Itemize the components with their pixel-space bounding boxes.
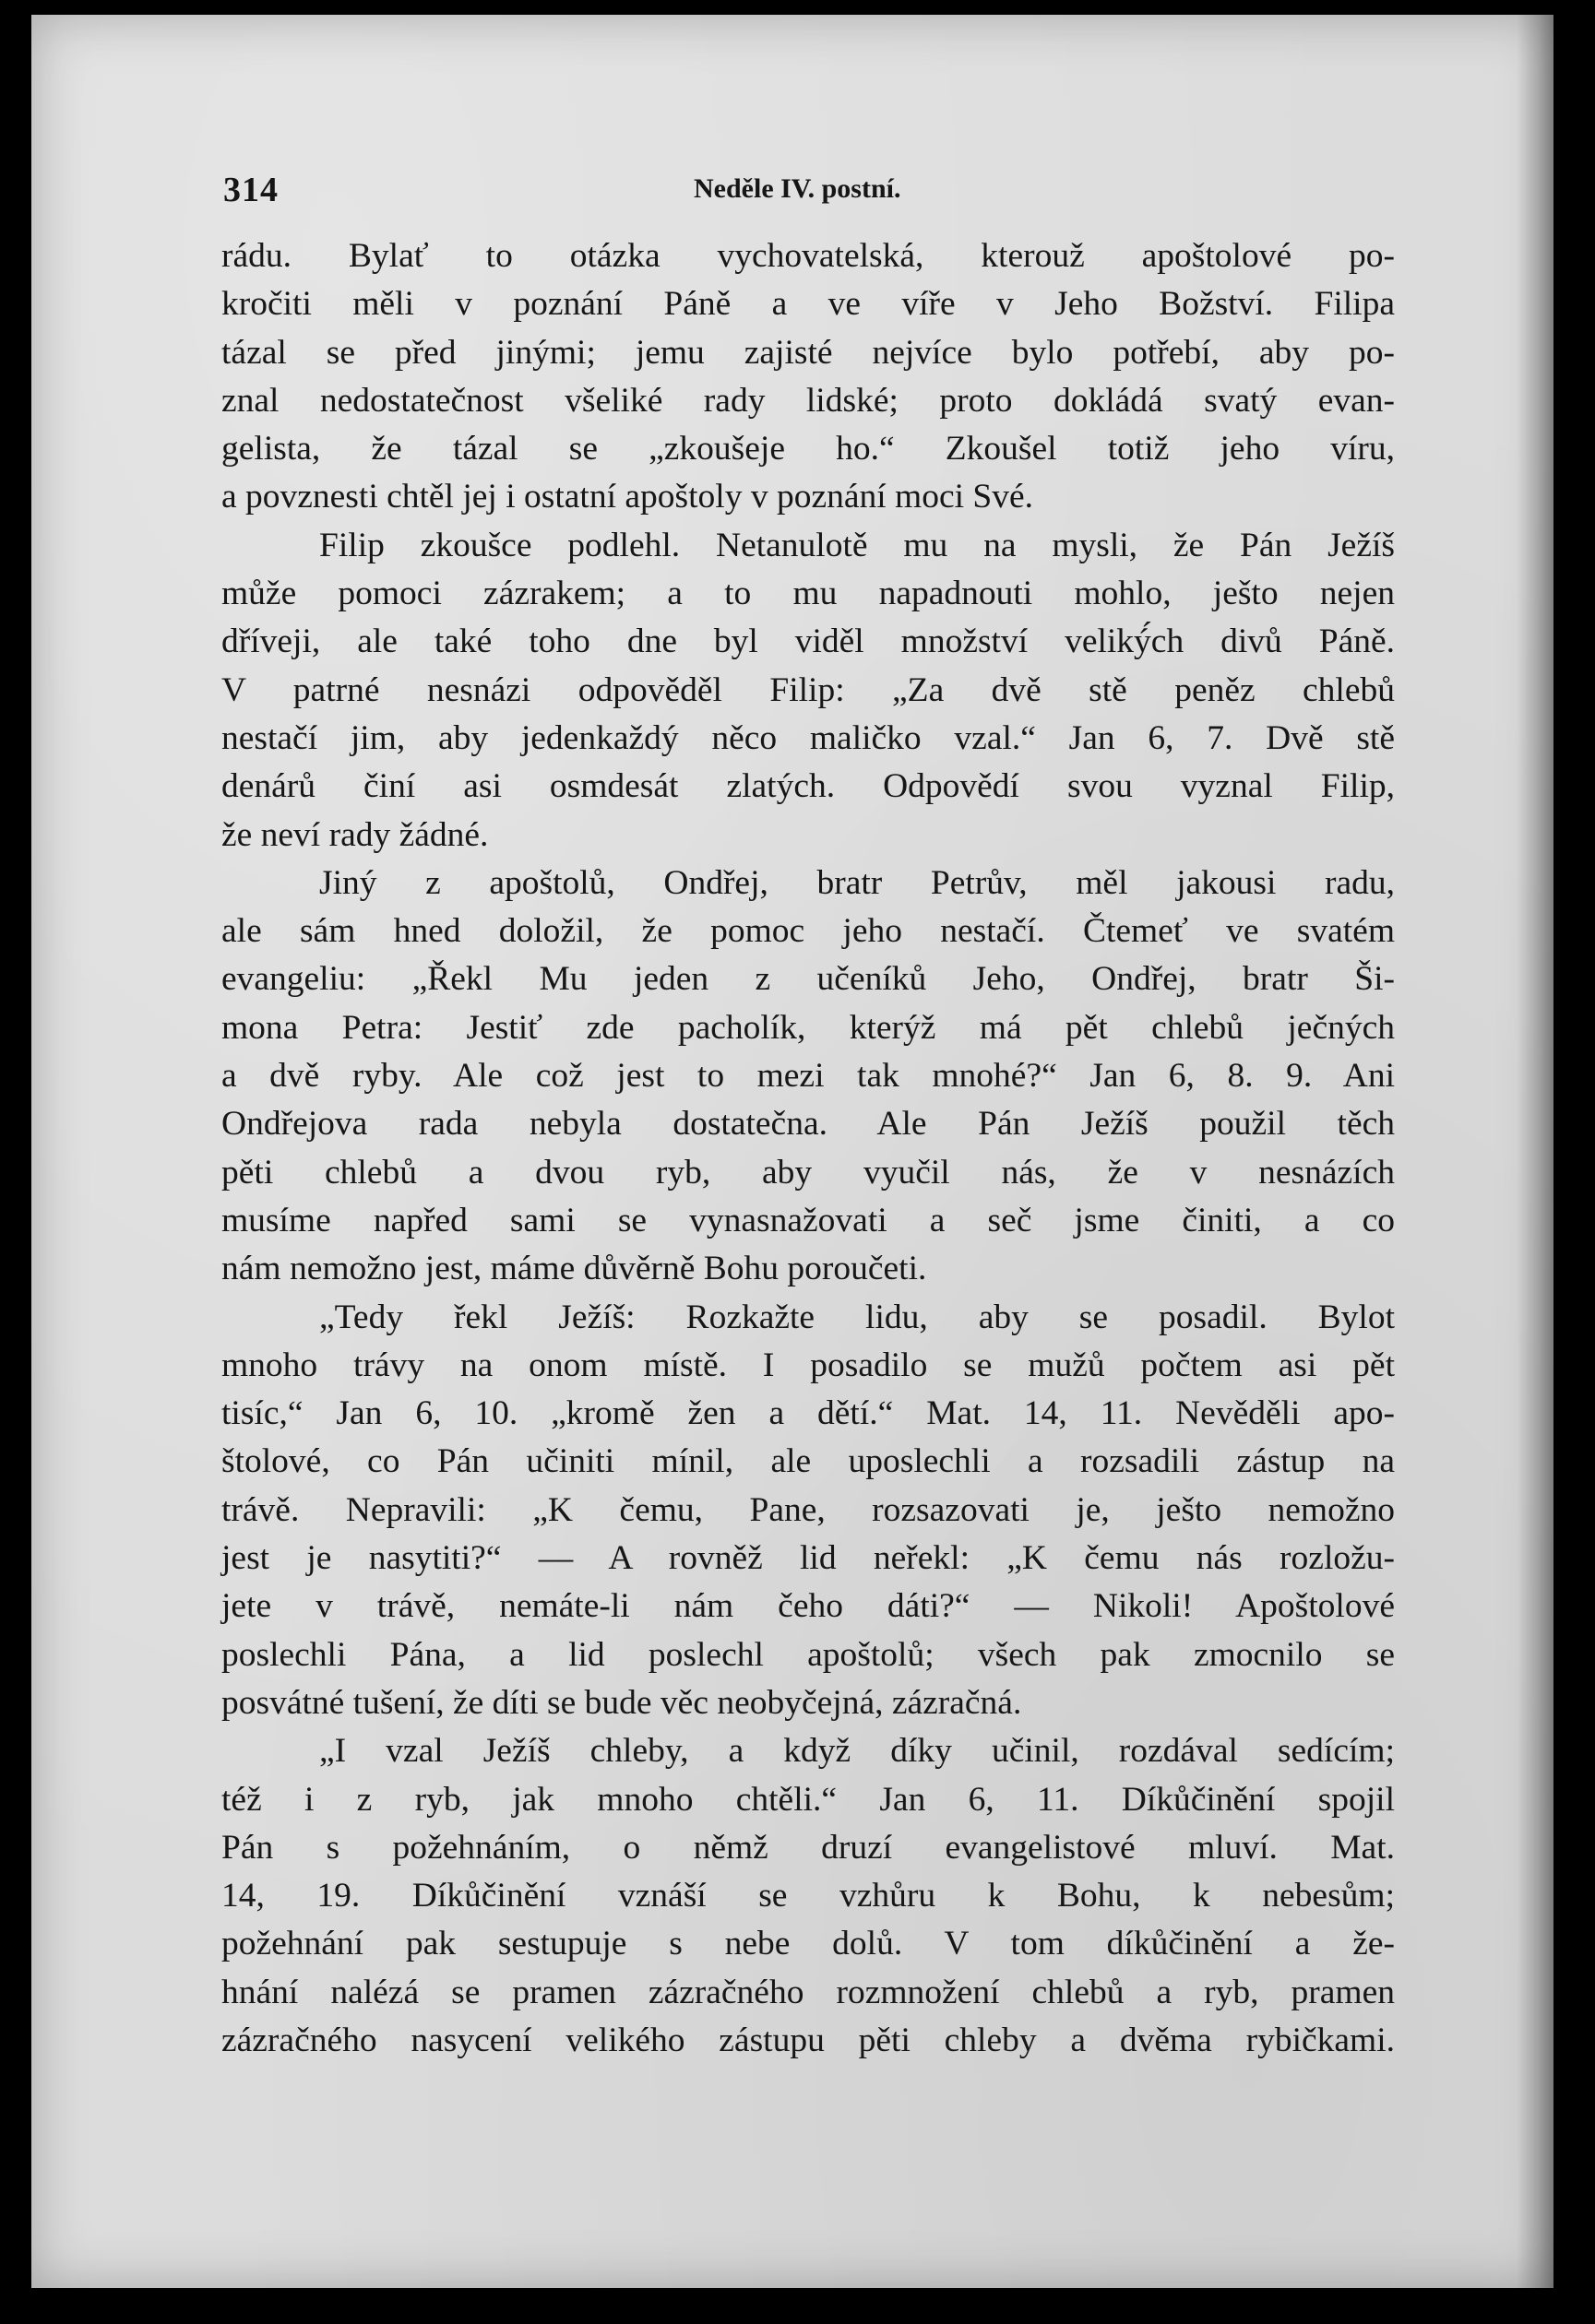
text-line: štolové, co Pán učiniti mínil, ale uposlechli a rozsadili zástup na (221, 1442, 1395, 1481)
text-line: posvátné tušení, že díti se bude věc neobyčejná, zázračná. (221, 1683, 1022, 1722)
text-line: gelista, že tázal se „zkoušeje ho.“ Zkoušel totiž jeho víru, (221, 430, 1395, 468)
text-line: Ondřejova rada nebyla dostatečna. Ale Pán Ježíš použil těch (221, 1105, 1395, 1144)
text-line: hnání nalézá se pramen zázračného rozmnožení chlebů a ryb, pramen (221, 1973, 1395, 2011)
page-number: 314 (223, 171, 279, 209)
text-line: znal nedostatečnost všeliké rady lidské; proto dokládá svatý evan- (221, 381, 1395, 420)
text-line: evangeliu: „Řekl Mu jeden z učeníků Jeho, Ondřej, bratr Ši- (221, 960, 1395, 999)
text-line: nám nemožno jest, máme důvěrně Bohu poroučeti. (221, 1250, 927, 1288)
text-line: musíme napřed sami se vynasnažovati a seč jsme činiti, a co (221, 1201, 1395, 1239)
text-line: poslechli Pána, a lid poslechl apoštolů; všech pak zmocnilo se (221, 1635, 1395, 1674)
body-text (221, 232, 1395, 2065)
text-line: Jiný z apoštolů, Ondřej, bratr Petrův, měl jakousi radu, (319, 863, 1395, 902)
text-line: 14, 19. Díkůčinění vznáší se vzhůru k Bohu, k nebesům; (221, 1877, 1395, 1915)
text-line: a povznesti chtěl jej i ostatní apoštoly v poznání moci Své. (221, 478, 1034, 516)
text-line: a dvě ryby. Ale což jest to mezi tak mnohé?“ Jan 6, 8. 9. Ani (221, 1057, 1395, 1096)
text-line: trávě. Nepravili: „K čemu, Pane, rozsazovati je, ješto nemožno (221, 1490, 1395, 1529)
text-line: požehnání pak sestupuje s nebe dolů. V tom díkůčinění a že- (221, 1925, 1395, 1963)
text-line: tisíc,“ Jan 6, 10. „kromě žen a dětí.“ Mat. 14, 11. Nevěděli apo- (221, 1394, 1395, 1433)
text-line: mona Petra: Jestiť zde pacholík, kterýž má pět chlebů ječných (221, 1008, 1395, 1047)
text-line: též i z ryb, jak mnoho chtěli.“ Jan 6, 11. Díkůčinění spojil (221, 1780, 1395, 1819)
text-line: „I vzal Ježíš chleby, a když díky učinil, rozdával sedícím; (319, 1732, 1395, 1771)
text-line: pěti chlebů a dvou ryb, aby vyučil nás, že v nesnázích (221, 1153, 1395, 1192)
text-line: že neví rady žádné. (221, 815, 489, 854)
text-line: jete v trávě, nemáte-li nám čeho dáti?“ — Nikoli! Apoštolové (221, 1587, 1395, 1626)
text-line: denárů činí asi osmdesát zlatých. Odpovědí svou vyznal Filip, (221, 767, 1395, 806)
text-line: Pán s požehnáním, o němž druzí evangelistové mluví. Mat. (221, 1828, 1395, 1867)
text-line: jest je nasytiti?“ — A rovněž lid neřekl: „K čemu nás rozložu- (221, 1539, 1395, 1578)
text-line: dříveji, ale také toho dne byl viděl množství veliký́ch divů Páně. (221, 622, 1395, 661)
text-line: rádu. Bylať to otázka vychovatelská, kterouž apoštolové po- (221, 237, 1395, 275)
text-line: může pomoci zázrakem; a to mu napadnouti mohlo, ješto nejen (221, 575, 1395, 613)
text-line: ale sám hned doložil, že pomoc jeho nestačí. Čtemeť ve svatém (221, 912, 1395, 951)
text-line: nestačí jim, aby jedenkaždý něco maličko vzal.“ Jan 6, 7. Dvě stě (221, 718, 1395, 757)
running-head: Neděle IV. postní. (694, 173, 901, 204)
text-line: „Tedy řekl Ježíš: Rozkažte lidu, aby se posadil. Bylot (319, 1298, 1395, 1336)
text-line: tázal se před jinými; jemu zajisté nejvíce bylo potřebí, aby po- (221, 333, 1395, 372)
text-line: kročiti měli v poznání Páně a ve víře v Jeho Božství. Filipa (221, 285, 1395, 324)
page-header (223, 170, 1432, 216)
text-line: mnoho trávy na onom místě. I posadilo se mužů počtem asi pět (221, 1346, 1395, 1384)
text-line: Filip zkoušce podlehl. Netanulotě mu na mysli, že Pán Ježíš (319, 526, 1395, 564)
text-line: zázračného nasycení velikého zástupu pěti chleby a dvěma rybičkami. (221, 2021, 1395, 2059)
text-line: V patrné nesnázi odpověděl Filip: „Za dvě stě peněz chlebů (221, 670, 1395, 709)
page-spine-shadow (1517, 15, 1553, 2288)
